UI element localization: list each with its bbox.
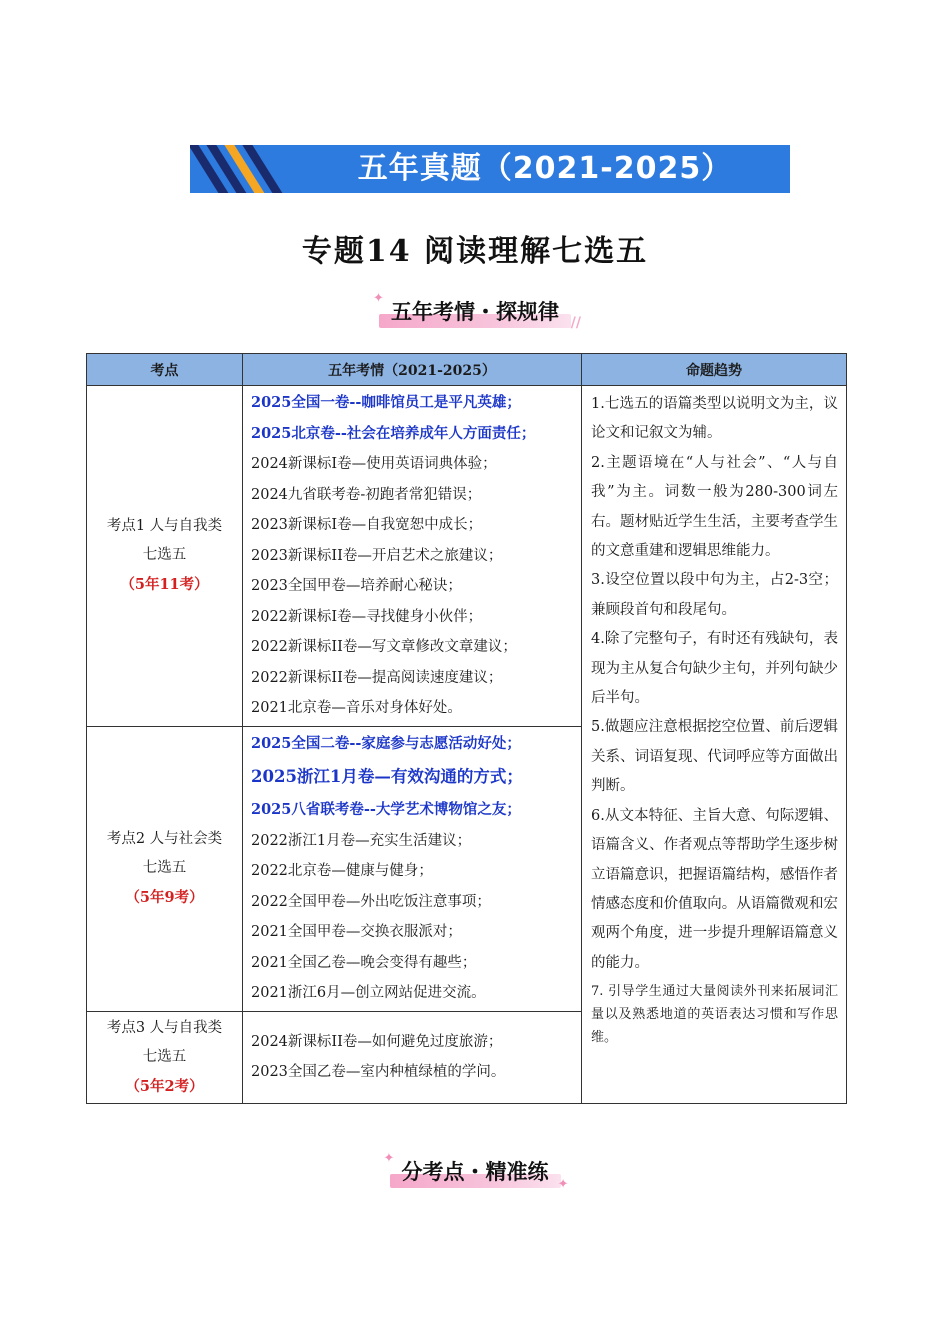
exam-item: 2025全国二卷--家庭参与志愿活动好处； — [251, 734, 521, 752]
exam-item: 2022新课标I卷—寻找健身小伙伴； — [251, 608, 483, 625]
exam-list-cell — [243, 726, 582, 1011]
exam-list-cell — [243, 1011, 582, 1103]
topic-name: 考点3 人与自我类 — [106, 1019, 223, 1036]
trend-point: 5.做题应注意根据挖空位置、前后逻辑关系、词语复现、代词呼应等方面做出判断。 — [591, 719, 838, 795]
slash-decoration-icon: // — [570, 315, 581, 331]
topic-cell — [87, 386, 243, 727]
exam-item: 2022全国甲卷—外出吃饭注意事项； — [251, 893, 491, 910]
topic-type: 七选五 — [142, 860, 187, 876]
exam-item: 2023全国乙卷—室内种植绿植的学问。 — [251, 1064, 506, 1080]
exam-item: 2024新课标I卷—使用英语词典体验； — [251, 456, 497, 472]
topic-count: （5年9考） — [125, 889, 204, 906]
exam-item: 2023全国甲卷—培养耐心秘诀； — [251, 578, 462, 594]
exam-item: 2023新课标I卷—自我宽恕中成长； — [251, 517, 483, 533]
sparkle-icon: ✦ — [557, 1177, 569, 1192]
exam-list-cell — [243, 386, 582, 727]
trend-point: 3.设空位置以段中句为主，占2-3空；兼顾段首句和段尾句。 — [591, 572, 838, 618]
exam-item: 2022浙江1月卷—充实生活建议； — [251, 832, 472, 849]
section-heading-label: 五年考情・探规律 — [391, 300, 559, 324]
topic-name: 考点1 人与自我类 — [106, 518, 223, 535]
exam-item: 2021浙江6月—创立网站促进交流。 — [251, 985, 486, 1001]
section-heading-trends — [0, 292, 950, 332]
section-heading-label: 分考点・精准练 — [401, 1160, 549, 1184]
topic-type: 七选五 — [142, 1048, 187, 1065]
exam-item: 2022新课标II卷—提高阅读速度建议； — [251, 669, 503, 686]
exam-item: 2024新课标II卷—如何避免过度旅游； — [251, 1033, 503, 1050]
banner-title: 五年真题（2021-2025） — [357, 151, 733, 186]
exam-item: 2023新课标II卷—开启艺术之旅建议； — [251, 547, 503, 564]
topic-count: （5年2考） — [125, 1077, 204, 1095]
section-heading-practice — [0, 1152, 950, 1192]
exam-item: 2025浙江1月卷—有效沟通的方式； — [251, 767, 523, 786]
topic-name: 考点2 人与社会类 — [106, 831, 223, 847]
table-header-row — [87, 354, 847, 386]
title-banner — [190, 145, 790, 193]
exam-item: 2022新课标II卷—写文章修改文章建议； — [251, 639, 517, 655]
exam-item: 2025全国一卷--咖啡馆员工是平凡英雄； — [251, 394, 521, 411]
exam-item: 2022北京卷—健康与健身； — [251, 863, 433, 879]
exam-item: 2021北京卷—音乐对身体好处。 — [251, 700, 462, 716]
sparkle-icon: ✦ — [373, 291, 384, 306]
page-title: 专题14 阅读理解七选五 — [301, 234, 649, 269]
trend-point: 7. 引导学生通过大量阅读外刊来拓展词汇量以及熟悉地道的英语表达习惯和写作思维。 — [591, 984, 838, 1046]
exam-item: 2021全国乙卷—晚会变得有趣些； — [251, 954, 477, 971]
trend-cell — [582, 386, 847, 1104]
topic-count: （5年11考） — [120, 576, 209, 594]
summary-table — [86, 353, 847, 1104]
trend-point: 4.除了完整句子，有时还有残缺句，表现为主从复合句缺少主句，并列句缺少后半句。 — [591, 631, 838, 707]
exam-item: 2024九省联考卷-初跑者常犯错误； — [251, 486, 482, 503]
column-header: 五年考情（2021-2025） — [243, 354, 582, 386]
column-header: 考点 — [87, 354, 243, 386]
exam-item: 2025八省联考卷--大学艺术博物馆之友； — [251, 801, 521, 818]
exam-item: 2025北京卷--社会在培养成年人方面责任； — [251, 424, 536, 442]
topic-cell — [87, 726, 243, 1011]
trend-point: 2.主题语境在“人与社会”、“人与自我”为主。词数一般为280-300词左右。题材贴近学生生活，主要考查学生的文意重建和逻辑思维能力。 — [591, 454, 838, 560]
column-header: 命题趋势 — [582, 354, 847, 386]
sparkle-icon: ✦ — [383, 1151, 395, 1166]
table-row — [87, 386, 847, 727]
topic-cell — [87, 1011, 243, 1103]
topic-type: 七选五 — [142, 547, 187, 564]
trend-point: 1.七选五的语篇类型以说明文为主，议论文和记叙文为辅。 — [591, 396, 838, 442]
trend-point: 6.从文本特征、主旨大意、句际逻辑、语篇含义、作者观点等帮助学生逐步树立语篇意识，把握语篇结构，感悟作者情感态度和价值取向。从语篇微观和宏观两个角度，进一步提升理解语篇意义的能力。 — [591, 807, 838, 971]
exam-item: 2021全国甲卷—交换衣服派对； — [251, 924, 462, 940]
